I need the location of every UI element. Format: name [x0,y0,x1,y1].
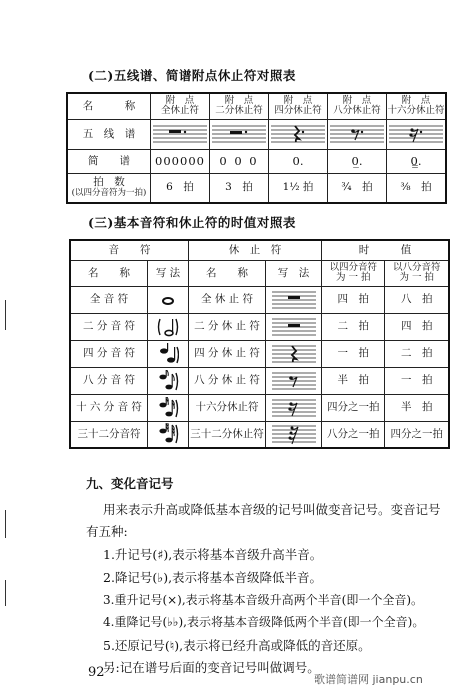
staff-row [67,119,446,149]
section2-title: (二)五线谱、简谱附点休止符对照表 [88,68,296,83]
eighth-rest-icon [270,370,318,392]
paragraph-line: 2.降记号(♭),表示将基本音级降低半音。 [103,570,323,585]
paragraph-line: 3.重升记号(×),表示将基本音级升高两个半音(即一个全音)。 [103,593,424,607]
quarter-beat-value: 半 拍 [322,367,385,394]
thirty-second-note-icon [157,423,179,445]
jianpu-value: 0 0 0 [210,149,269,173]
quarter-beat-value: 一 拍 [322,340,385,367]
staff-cell [328,119,387,149]
watermark: 歌谱简谱网 jianpu.cn [314,673,423,686]
quarter-beat-value: 四 拍 [322,286,385,313]
quarter-note-icon [157,343,179,365]
margin-mark [5,300,6,330]
paragraph-line: 用来表示升高或降低基本音级的记号叫做变音记号。变音记号 [103,502,441,517]
quarter-beat-value: 八分之一拍 [322,421,385,448]
note-name: 八 分 音 符 [70,367,148,394]
thirty-second-rest-icon [270,423,318,445]
dotted-half-rest-icon [210,123,268,145]
margin-mark [5,580,6,606]
note-name: 二 分 音 符 [70,313,148,340]
header-col [387,93,447,119]
beats-value: ¾ 拍 [328,173,387,203]
sub-header-quarter-line1: 以四分音符 [329,262,377,273]
rest-name: 三十二分休止符 [189,421,266,448]
staff-cell [210,119,269,149]
paragraph-line: 另:记在谱号后面的变音记号叫做调号。 [103,660,320,675]
sub-header-row [70,260,449,286]
table-row [70,340,449,367]
rest-write [266,340,322,367]
eighth-beat-value: 四 拍 [385,313,449,340]
rest-name: 八 分 休 止 符 [189,367,266,394]
table-row [70,421,449,448]
sub-header-name: 名 称 [70,260,148,286]
note-name: 三十二分音符 [70,421,148,448]
quarter-rest-icon [270,343,318,365]
rest-name: 四 分 休 止 符 [189,340,266,367]
jianpu-label: 简 谱 [67,149,151,173]
header-line2: 二分休止符 [215,105,263,117]
dotted-rest-comparison-table [66,92,447,204]
note-write [148,421,189,448]
paragraph-line: 4.重降记号(♭♭),表示将基本音级降低两个半音(即一个全音)。 [103,615,425,629]
dotted-eighth-rest-icon [328,123,386,145]
note-name: 十 六 分 音 符 [70,394,148,421]
table-header-row [67,93,446,119]
sub-header-eighth-line1: 以八分音符 [392,262,441,273]
rest-write [266,421,322,448]
rest-write [266,286,322,313]
eighth-beat-value: 四分之一拍 [385,421,449,448]
beats-value: 1½ 拍 [269,173,328,203]
sixteenth-note-icon [157,397,179,419]
sub-header-rest-name: 名 称 [189,260,266,286]
header-line2: 八分休止符 [333,105,381,117]
table-row [70,394,449,421]
header-col [210,93,269,119]
jianpu-value: 0. [269,149,328,173]
sub-header-quarter [322,260,385,286]
table-row [70,367,449,394]
staff-label: 五 线 谱 [67,119,151,149]
note-write [148,394,189,421]
sub-header-eighth [385,260,449,286]
eighth-note-icon [157,370,179,392]
quarter-beat-value: 二 拍 [322,313,385,340]
staff-cell [387,119,447,149]
rest-write [266,367,322,394]
sub-header-eighth-line2: 为 一 拍 [399,272,434,283]
jianpu-value: 0̲. [328,149,387,173]
note-write [148,340,189,367]
rest-name: 二 分 休 止 符 [189,313,266,340]
section3-title: (三)基本音符和休止符的时值对照表 [88,215,296,230]
eighth-beat-value: 八 拍 [385,286,449,313]
header-col [151,93,210,119]
rest-write [266,313,322,340]
rest-name: 十六分休止符 [189,394,266,421]
sub-header-write: 写 法 [148,260,189,286]
group-header-row [70,240,449,260]
beats-label-line2: (以四分音符为一拍) [71,188,147,199]
group-header-notes: 音 符 [70,240,189,260]
half-note-icon [157,316,179,338]
rest-name: 全 休 止 符 [189,286,266,313]
half-rest-icon [270,316,318,338]
header-line1: 附 点 [224,95,254,107]
section9-title: 九、变化音记号 [86,476,174,491]
beats-row [67,173,446,203]
header-line2: 四分休止符 [274,105,322,117]
eighth-beat-value: 一 拍 [385,367,449,394]
dotted-quarter-rest-icon [269,123,327,145]
eighth-beat-value: 二 拍 [385,340,449,367]
note-write [148,367,189,394]
note-name: 四 分 音 符 [70,340,148,367]
rest-write [266,394,322,421]
sub-header-rest-write: 写 法 [266,260,322,286]
jianpu-row [67,149,446,173]
staff-cell [151,119,210,149]
header-line1: 附 点 [283,95,313,107]
sixteenth-rest-icon [270,397,318,419]
jianpu-value: 000000 [151,149,210,173]
whole-note-icon [157,289,179,311]
margin-mark [5,510,6,538]
header-line2: 全休止符 [160,105,199,117]
note-rest-duration-table [69,239,450,449]
beats-value: ⅜ 拍 [387,173,447,203]
quarter-beat-value: 四分之一拍 [322,394,385,421]
header-col [269,93,328,119]
whole-rest-icon [270,289,318,311]
group-header-rests: 休 止 符 [189,240,322,260]
beats-value: 3 拍 [210,173,269,203]
header-col [328,93,387,119]
header-line1: 附 点 [165,95,195,107]
staff-cell [269,119,328,149]
beats-value: 6 拍 [151,173,210,203]
dotted-whole-rest-icon [151,123,209,145]
header-line2: 十六分休止符 [387,105,445,117]
group-header-duration: 时 值 [322,240,450,260]
header-name: 名 称 [67,93,151,119]
table-row [70,286,449,313]
note-write [148,313,189,340]
header-line1: 附 点 [342,95,372,107]
note-name: 全 音 符 [70,286,148,313]
beats-label [67,173,151,203]
dotted-sixteenth-rest-icon [387,123,445,145]
beats-label-line1: 拍 数 [93,176,125,189]
paragraph-line: 有五种: [86,524,128,539]
paragraph-line: 1.升记号(♯),表示将基本音级升高半音。 [103,547,323,562]
header-line1: 附 点 [401,95,431,107]
eighth-beat-value: 半 拍 [385,394,449,421]
sub-header-quarter-line2: 为 一 拍 [335,272,371,283]
page-number: 92 [88,665,105,680]
jianpu-value: 0̳. [387,149,447,173]
table-row [70,313,449,340]
paragraph-line: 5.还原记号(♮),表示将已经升高或降低的音还原。 [103,638,371,653]
note-write [148,286,189,313]
